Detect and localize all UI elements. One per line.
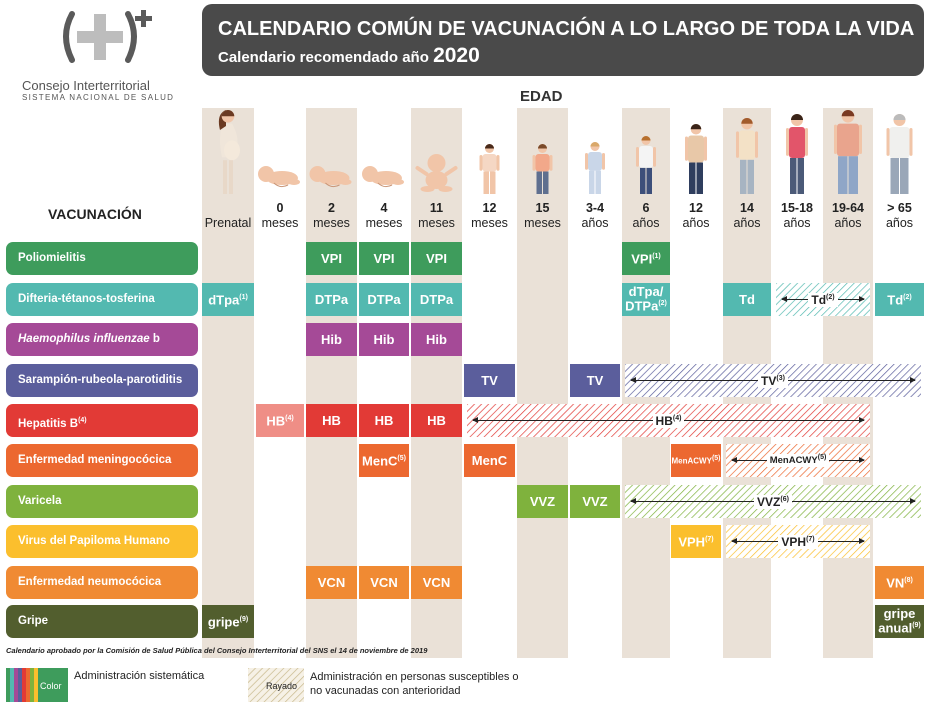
dose-text: VCN: [422, 574, 451, 590]
age-unit: años: [783, 216, 811, 230]
dose-text: dTpa: [208, 292, 240, 308]
dose-text: MenC: [362, 453, 398, 469]
dose-label: [362, 453, 406, 467]
vaccine-dose: [517, 485, 568, 518]
range-label: [653, 414, 685, 428]
age-unit: años: [733, 216, 761, 230]
dose-text: DTPa: [314, 291, 349, 307]
person-illustration: [306, 108, 357, 198]
dose-label: [370, 574, 398, 590]
dose-label: [266, 413, 293, 427]
dose-text: VN: [886, 575, 905, 591]
logo-symbol: [58, 8, 158, 70]
age-label: [464, 201, 515, 231]
range-label-footnote: (5): [817, 454, 827, 462]
range-label-footnote: (7): [806, 535, 815, 543]
vaccine-dose: [411, 566, 462, 599]
dose-label: [671, 453, 720, 468]
dose-text: Hib: [321, 331, 342, 347]
dose-label: [631, 251, 661, 265]
vaccine-label: [6, 566, 198, 599]
dose-label: [373, 250, 395, 266]
age-label: [306, 201, 357, 231]
dose-label: [321, 331, 342, 347]
age-label: [823, 201, 873, 231]
vaccine-label-text: Sarampión-rubeola-parotiditis: [18, 374, 183, 386]
vaccine-label-text: Varicela: [18, 495, 62, 507]
dose-label: [878, 608, 921, 634]
age-unit: meses: [418, 216, 455, 230]
dose-label: [321, 250, 342, 266]
age-label: [875, 201, 924, 231]
vaccine-dose: [464, 364, 515, 397]
hatched-range: [726, 525, 870, 558]
vaccine-dose: [570, 364, 620, 397]
range-label-footnote: (6): [780, 495, 789, 503]
dose-text: TV: [586, 372, 604, 388]
dose-text: DTPa: [419, 291, 454, 307]
vaccine-dose: [359, 404, 409, 437]
age-value: 6: [642, 201, 650, 215]
person-illustration: [359, 108, 409, 198]
hatched-range: [625, 485, 921, 518]
age-label: [622, 201, 670, 231]
vaccine-dose: [411, 283, 462, 316]
age-header: EDAD: [520, 88, 563, 105]
range-label-text: MenACWY: [769, 455, 818, 467]
age-value: 12: [482, 201, 497, 215]
hatched-range: [776, 283, 870, 316]
age-label: [570, 201, 620, 231]
vaccine-dose: [875, 605, 924, 638]
dose-label: [886, 575, 913, 589]
vaccine-dose: [306, 404, 357, 437]
dose-footnote: (8): [904, 577, 913, 585]
dose-label: [208, 292, 248, 306]
age-unit: años: [632, 216, 660, 230]
age-label: [723, 201, 771, 231]
dose-label: [422, 574, 451, 590]
vaccine-dose: [359, 566, 409, 599]
dose-label: [427, 412, 446, 428]
org-subtitle: SISTEMA NACIONAL DE SALUD: [22, 93, 175, 102]
dose-footnote: (9): [912, 622, 921, 630]
age-unit: meses: [261, 216, 299, 230]
person-illustration: [622, 108, 670, 198]
dose-footnote: (1): [652, 253, 661, 261]
vaccine-dose: [622, 283, 670, 316]
dose-footnote: (5): [397, 455, 406, 463]
age-value: 14: [740, 201, 754, 215]
dose-label: [481, 372, 498, 388]
age-value: 15-18: [781, 201, 813, 215]
page-title: CALENDARIO COMÚN DE VACUNACIÓN A LO LARGO DE TODA LA VIDA: [218, 18, 915, 40]
range-label-footnote: (4): [672, 414, 682, 422]
legend-susceptible: [310, 670, 550, 698]
dose-text: VPI: [373, 250, 395, 266]
person-illustration: [411, 108, 462, 198]
vaccine-dose: [306, 566, 357, 599]
subtitle-text: Calendario recomendado año: [218, 49, 429, 66]
dose-footnote: (4): [285, 415, 294, 423]
age-value: 2: [328, 201, 335, 215]
dose-text: Hib: [426, 331, 447, 347]
range-label: [778, 535, 817, 549]
vaccine-dose: [464, 444, 515, 477]
range-label-text: Td: [811, 292, 827, 307]
dose-text: dTpa/: [628, 284, 664, 300]
range-label-text: VPH: [781, 534, 807, 549]
dose-footnote: (9): [239, 616, 249, 624]
range-label-text: TV: [761, 373, 777, 388]
dose-text: HB: [322, 412, 341, 428]
age-unit: años: [581, 216, 609, 230]
dose-label: [426, 331, 447, 347]
dose-text: VPI: [426, 250, 447, 266]
vaccine-dose: [359, 444, 409, 477]
vaccine-label: [6, 283, 198, 316]
vaccine-label-text: Enfermedad neumocócica: [18, 576, 162, 588]
dose-label: [739, 291, 755, 307]
legend-color-word: Color: [40, 681, 62, 691]
dose-text: MenC: [471, 452, 508, 468]
range-label: [808, 293, 837, 307]
dose-text: HB: [266, 413, 286, 429]
age-label: [773, 201, 821, 231]
age-value: > 65: [887, 201, 912, 215]
dose-label: [471, 452, 508, 468]
legend-hatch-word: Rayado: [266, 681, 298, 691]
dose-label: [208, 614, 248, 628]
vaccine-dose: [570, 485, 620, 518]
age-unit: años: [885, 216, 914, 230]
range-label-footnote: (2): [826, 293, 835, 301]
person-illustration: [517, 108, 568, 198]
vaccine-dose: [306, 283, 357, 316]
dose-label: [317, 574, 346, 590]
dose-label: [426, 250, 447, 266]
org-name: Consejo Interterritorial: [22, 78, 150, 93]
vaccine-label-footnote: (4): [78, 417, 87, 424]
age-unit: meses: [365, 216, 403, 230]
range-label-text: VVZ: [757, 494, 781, 509]
person-illustration: [256, 108, 304, 198]
dose-label: [373, 331, 395, 347]
age-label: [202, 216, 254, 231]
vaccine-label-text: Hepatitis B: [18, 417, 79, 430]
vaccine-label: [6, 323, 198, 356]
age-value: 11: [429, 201, 444, 215]
vaccination-header: VACUNACIÓN: [48, 206, 142, 222]
vaccine-dose: [202, 283, 254, 316]
person-illustration: [202, 108, 254, 198]
person-illustration: [464, 108, 515, 198]
dose-text: VVZ: [529, 493, 556, 509]
dose-text: gripe: [207, 614, 240, 630]
vaccine-dose: [875, 566, 924, 599]
dose-label: [374, 412, 394, 428]
dose-footnote: (7): [705, 536, 714, 544]
age-value: 19-64: [832, 201, 864, 215]
age-unit: meses: [313, 216, 350, 230]
subtitle-year: 2020: [433, 44, 480, 67]
vaccine-dose: [359, 242, 409, 275]
dose-label: [322, 412, 341, 428]
vaccine-label-text: Gripe: [18, 615, 49, 627]
age-unit: meses: [524, 216, 561, 230]
dose-footnote: (1): [239, 294, 248, 302]
dose-text: gripe: [883, 606, 916, 622]
range-label: [767, 454, 830, 466]
age-unit: Prenatal: [204, 216, 252, 230]
age-label: [256, 201, 304, 231]
dose-text: VPI: [631, 251, 653, 267]
age-value: 0: [276, 201, 284, 215]
vaccine-label: [6, 404, 198, 437]
range-label-footnote: (3): [776, 374, 785, 382]
vaccine-label: [6, 605, 198, 638]
dose-text: VVZ: [582, 493, 608, 509]
age-label: [411, 201, 462, 231]
dose-text: VCN: [317, 574, 346, 590]
dose-text-line2: anual: [878, 620, 913, 636]
age-label: [671, 201, 721, 231]
vaccine-label-text: Virus del Papiloma Humano: [18, 535, 170, 547]
age-value: 4: [380, 201, 388, 215]
dose-footnote: (5): [711, 455, 721, 463]
dose-footnote: (2): [903, 294, 912, 302]
dose-text: DTPa: [367, 291, 401, 307]
vaccine-label: [6, 242, 198, 275]
vaccine-label-text: Poliomielitis: [18, 252, 86, 264]
range-label: [758, 374, 788, 388]
hatched-range: [467, 404, 870, 437]
age-value: 12: [689, 201, 703, 215]
vaccine-dose: [622, 242, 670, 275]
vaccine-dose: [671, 444, 721, 477]
age-unit: años: [834, 216, 862, 230]
dose-label: [419, 291, 454, 307]
vaccine-dose: [359, 283, 409, 316]
dose-text: HB: [374, 412, 394, 428]
dose-text: Td: [887, 292, 904, 308]
vaccine-label-italic: Haemophilus influenzae: [18, 333, 150, 345]
dose-text: HB: [427, 412, 446, 428]
dose-text: VPH: [678, 534, 706, 550]
age-unit: meses: [471, 216, 508, 230]
dose-label: [678, 534, 713, 548]
dose-text: MenACWY: [671, 456, 712, 466]
vaccine-label-text: Enfermedad meningocócica: [18, 454, 172, 466]
dose-label: [586, 372, 604, 388]
range-label-text: HB: [655, 413, 673, 428]
person-illustration: [723, 108, 771, 198]
vaccine-dose: [411, 404, 462, 437]
legend-systematic: Administración sistemática: [74, 670, 205, 682]
age-label: [517, 201, 568, 231]
vaccine-dose: [256, 404, 304, 437]
age-unit: años: [682, 216, 710, 230]
vaccine-dose: [306, 242, 357, 275]
dose-footnote: (2): [658, 300, 667, 308]
dose-label: [529, 493, 556, 509]
hatched-range: [625, 364, 921, 397]
dose-label: [314, 291, 349, 307]
dose-text-line2: DTPa: [625, 298, 659, 314]
age-value: 15: [535, 201, 550, 215]
age-label: [359, 201, 409, 231]
page-subtitle: [218, 44, 480, 68]
vaccine-dose: [875, 283, 924, 316]
vaccine-label: [6, 444, 198, 477]
vaccine-dose: [671, 525, 721, 558]
dose-text: TV: [481, 372, 498, 388]
person-illustration: [570, 108, 620, 198]
legend-susceptible-line2: no vacunadas con anterioridad: [310, 685, 461, 697]
dose-label: [367, 291, 401, 307]
dose-label: [625, 286, 667, 312]
person-illustration: [875, 108, 924, 198]
vaccine-dose: [723, 283, 771, 316]
person-illustration: [671, 108, 721, 198]
dose-text: VCN: [370, 574, 398, 590]
vaccine-label-text: Difteria-tétanos-tosferina: [18, 293, 155, 305]
dose-text: Td: [739, 291, 755, 307]
vaccine-label: [6, 485, 198, 518]
range-label: [754, 495, 792, 509]
vaccine-label: [6, 525, 198, 558]
person-illustration: [773, 108, 821, 198]
dose-label: [887, 292, 911, 306]
vaccine-dose: [202, 605, 254, 638]
dose-text: Hib: [373, 331, 395, 347]
vaccine-dose: [359, 323, 409, 356]
legend-susceptible-line1: Administración en personas susceptibles o: [310, 671, 519, 683]
hatched-range: [726, 444, 870, 477]
age-value: 3-4: [585, 201, 605, 215]
approval-note: Calendario aprobado por la Comisión de Salud Pública del Consejo Interterritorial del SNS el 14 de noviembre de 2019: [6, 646, 428, 655]
vaccine-label: [6, 364, 198, 397]
vaccine-label-rest: b: [149, 333, 160, 345]
person-illustration: [823, 108, 873, 198]
dose-text: VPI: [321, 250, 342, 266]
vaccine-dose: [411, 323, 462, 356]
vaccine-dose: [306, 323, 357, 356]
dose-label: [582, 493, 608, 509]
title-banner: [202, 4, 924, 76]
vaccine-dose: [411, 242, 462, 275]
